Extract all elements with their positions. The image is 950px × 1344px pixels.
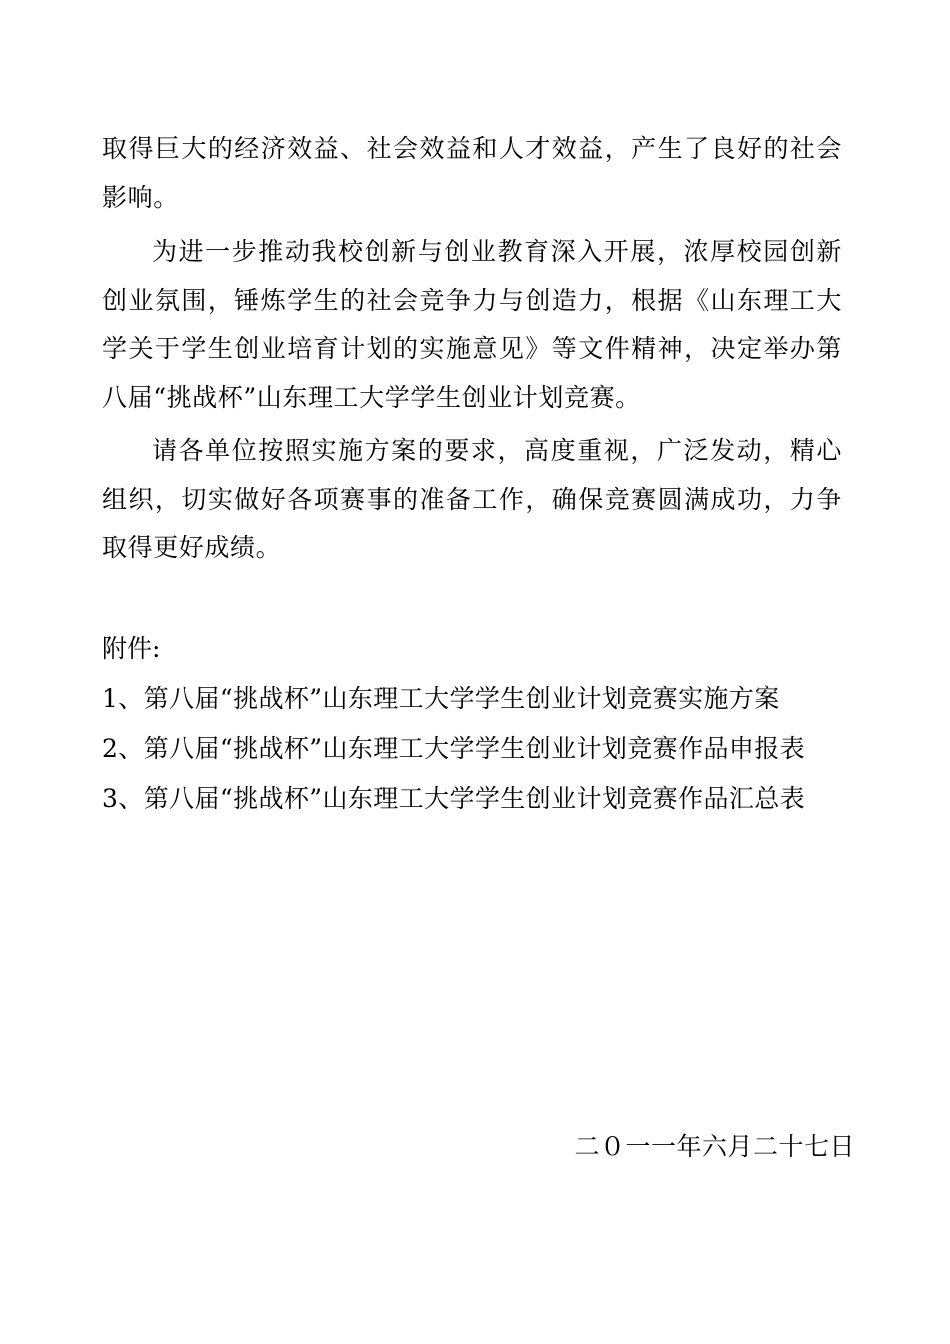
paragraph-continuation: 取得巨大的经济效益、社会效益和人才效益，产生了良好的社会影响。 (102, 134, 842, 212)
attachments-label: 附件: (102, 634, 161, 663)
attachment-item: 3、第八届“挑战杯”山东理工大学学生创业计划竞赛作品汇总表 (102, 784, 806, 813)
document-date: 二０一一年六月二十七日 (574, 1132, 855, 1161)
paragraph-purpose: 为进一步推动我校创新与创业教育深入开展，浓厚校园创新创业氛围，锤炼学生的社会竞争力与创造力，根据《山东理工大学关于学生创业培育计划的实施意见》等文件精神，决定举办第八届“挑战杯”山东理工大学学生创业计划竞赛。 (102, 237, 842, 412)
paragraph-request: 请各单位按照实施方案的要求，高度重视，广泛发动，精心组织，切实做好各项赛事的准备工作，确保竞赛圆满成功，力争取得更好成绩。 (102, 436, 842, 562)
attachment-item: 1、第八届“挑战杯”山东理工大学学生创业计划竞赛实施方案 (102, 684, 780, 713)
attachment-item: 2、第八届“挑战杯”山东理工大学学生创业计划竞赛作品申报表 (102, 734, 806, 763)
